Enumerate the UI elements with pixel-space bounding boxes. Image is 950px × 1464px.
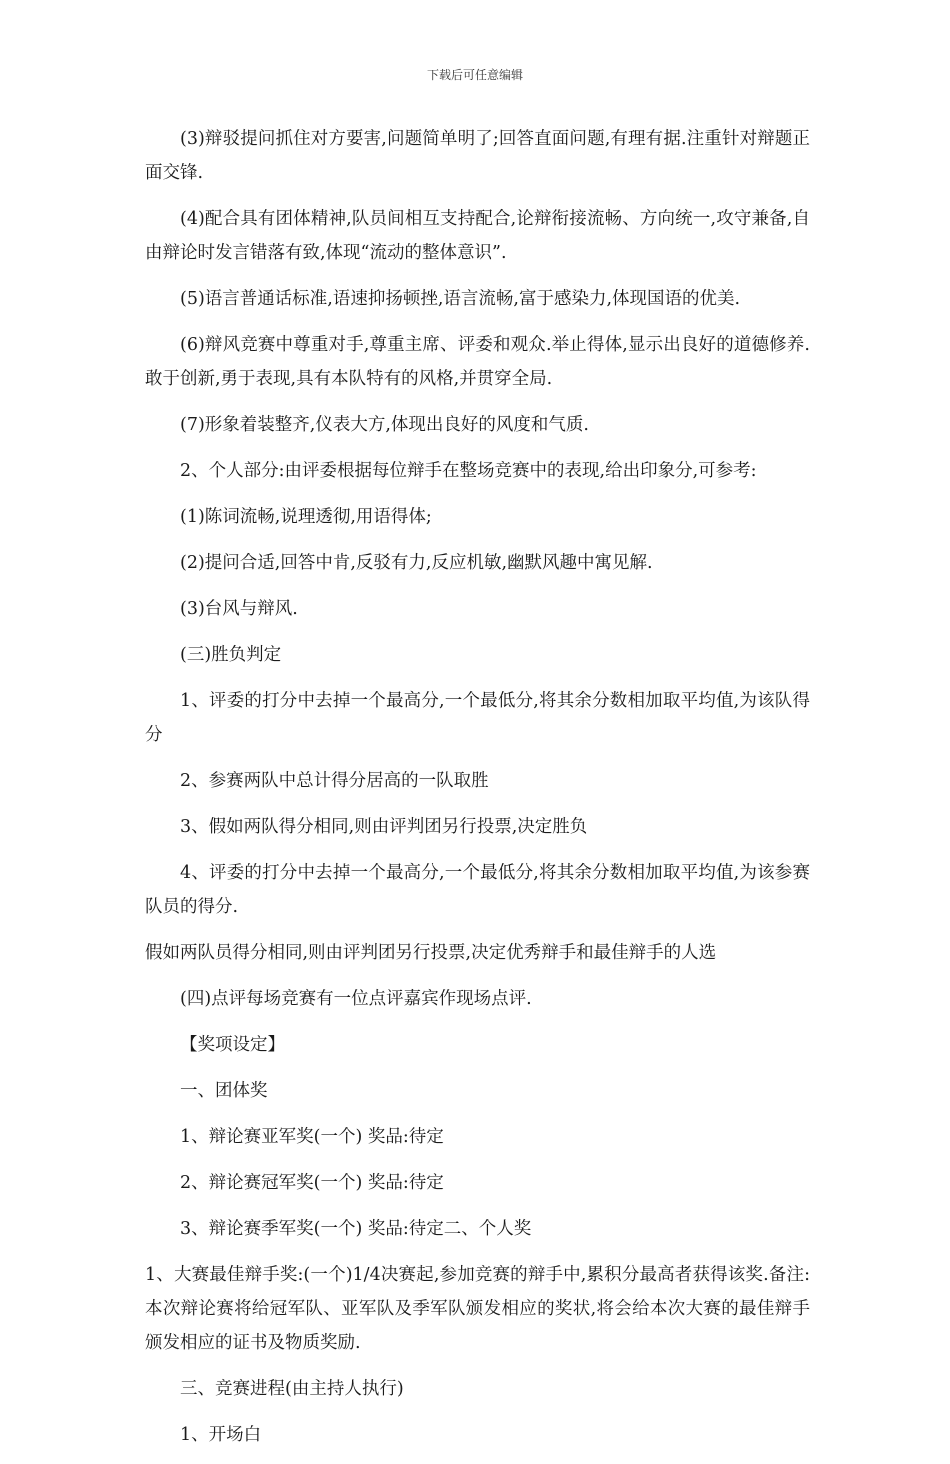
paragraph-11: 1、评委的打分中去掉一个最高分,一个最低分,将其余分数相加取平均值,为该队得分	[145, 691, 810, 745]
paragraph-7: (1)陈词流畅,说理透彻,用语得体;	[180, 507, 432, 527]
paragraph-8: (2)提问合适,回答中肯,反驳有力,反应机敏,幽默风趣中寓见解.	[180, 553, 653, 573]
paragraph-opening: 1、开场白	[180, 1425, 262, 1445]
section-heading-awards: 【奖项设定】	[180, 1035, 285, 1055]
document-body	[145, 122, 810, 1464]
section-heading-process: 三、竞赛进程(由主持人执行)	[180, 1379, 404, 1399]
paragraph-2: (4)配合具有团体精神,队员间相互支持配合,论辩衔接流畅、方向统一,攻守兼备,自由辩论时发言错落有致,体现“流动的整体意识”.	[145, 209, 810, 263]
paragraph-5: (7)形象着装整齐,仪表大方,体现出良好的风度和气质.	[180, 415, 589, 435]
award-item-third-place: 3、辩论赛季军奖(一个) 奖品:待定二、个人奖	[180, 1219, 532, 1239]
paragraph-12: 2、参赛两队中总计得分居高的一队取胜	[180, 771, 489, 791]
paragraph-1: (3)辩驳提问抓住对方要害,问题简单明了;回答直面问题,有理有据.注重针对辩题正面交锋.	[145, 129, 810, 183]
paragraph-13: 3、假如两队得分相同,则由评判团另行投票,决定胜负	[180, 817, 588, 837]
paragraph-3: (5)语言普通话标准,语速抑扬顿挫,语言流畅,富于感染力,体现国语的优美.	[180, 289, 741, 309]
section-heading-team-awards: 一、团体奖	[180, 1081, 268, 1101]
page-header-note: 下载后可任意编辑	[426, 68, 523, 82]
paragraph-9: (3)台风与辩风.	[180, 599, 298, 619]
award-item-champion: 2、辩论赛冠军奖(一个) 奖品:待定	[180, 1173, 444, 1193]
paragraph-14: 4、评委的打分中去掉一个最高分,一个最低分,将其余分数相加取平均值,为该参赛队员的得分.	[145, 863, 810, 917]
paragraph-15: 假如两队员得分相同,则由评判团另行投票,决定优秀辩手和最佳辩手的人选	[145, 943, 717, 963]
paragraph-best-debater: 1、大赛最佳辩手奖:(一个)1/4决赛起,参加竞赛的辩手中,累积分最高者获得该奖.备注:本次辩论赛将给冠军队、亚军队及季军队颁发相应的奖状,将会给本次大赛的最佳辩手颁发相应的证书及物质奖励.	[145, 1265, 810, 1353]
section-heading-judging: (三)胜负判定	[180, 645, 282, 665]
paragraph-6: 2、个人部分:由评委根据每位辩手在整场竞赛中的表现,给出印象分,可参考:	[180, 461, 757, 481]
section-heading-review: (四)点评每场竞赛有一位点评嘉宾作现场点评.	[180, 989, 532, 1009]
paragraph-4: (6)辩风竞赛中尊重对手,尊重主席、评委和观众.举止得体,显示出良好的道德修养.敢于创新,勇于表现,具有本队特有的风格,并贯穿全局.	[145, 335, 810, 389]
award-item-runner-up: 1、辩论赛亚军奖(一个) 奖品:待定	[180, 1127, 444, 1147]
